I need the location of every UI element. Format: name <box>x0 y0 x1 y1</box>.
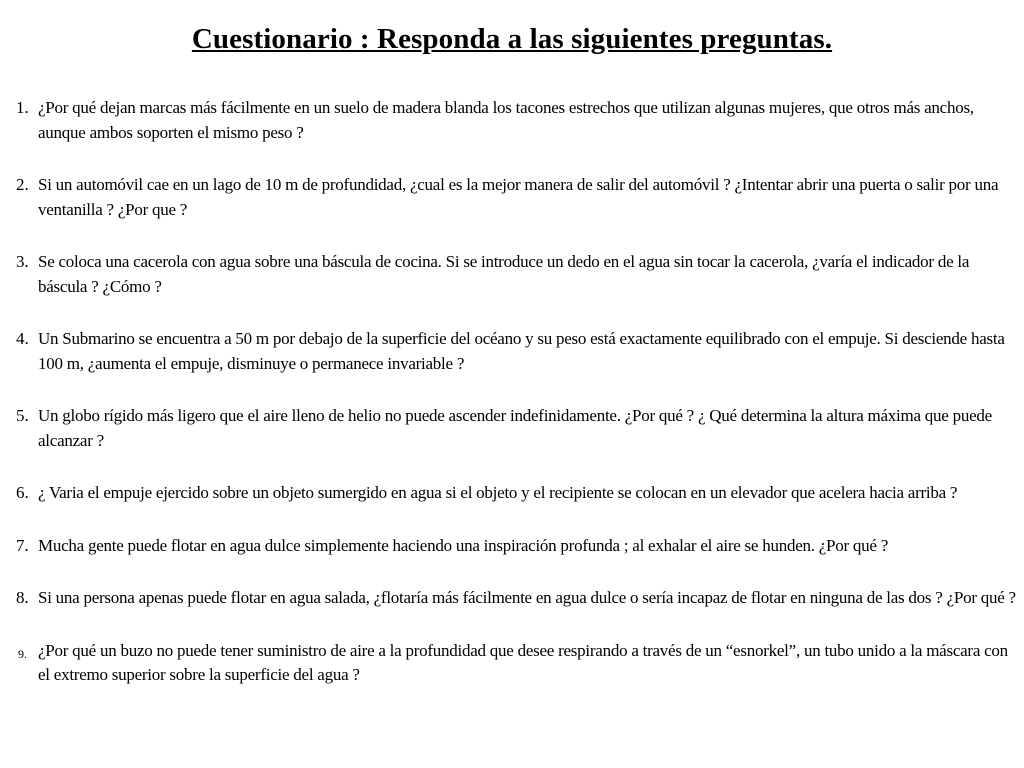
question-text: Se coloca una cacerola con agua sobre una báscula de cocina. Si se introduce un dedo en el agua sin tocar la cacerola, ¿varía el indicador de la báscula ? ¿Cómo ? <box>38 252 970 296</box>
question-item <box>0 327 1024 376</box>
question-item <box>0 534 1024 559</box>
question-text: Un Submarino se encuentra a 50 m por debajo de la superficie del océano y su peso está exactamente equilibrado con el empuje. Si desciende hasta 100 m, ¿aumenta el empuje, disminuye o permanece invariable ? <box>38 329 1005 373</box>
question-item <box>0 404 1024 453</box>
question-text: Si una persona apenas puede flotar en agua salada, ¿flotaría más fácilmente en agua dulce o sería incapaz de flotar en ninguna de las dos ? ¿Por qué ? <box>38 588 1016 607</box>
question-number: 6. <box>16 483 29 502</box>
question-number: 4. <box>16 329 29 348</box>
question-number: 2. <box>16 175 29 194</box>
page-title: Cuestionario : Responda a las siguientes preguntas. <box>191 23 833 55</box>
question-list <box>0 96 1024 716</box>
question-text: Si un automóvil cae en un lago de 10 m de profundidad, ¿cual es la mejor manera de salir del automóvil ? ¿Intentar abrir una puerta o salir por una ventanilla ? ¿Por que ? <box>38 175 999 219</box>
question-text: ¿Por qué un buzo no puede tener suministro de aire a la profundidad que desee respirando a través de un “esnorkel”, un tubo unido a la máscara con el extremo superior sobre la superficie del agua ? <box>38 640 1008 684</box>
question-number: 9. <box>18 646 27 661</box>
question-number: 7. <box>16 535 29 555</box>
question-text: Un globo rígido más ligero que el aire lleno de helio no puede ascender indefinidamente. ¿Por qué ? ¿ Qué determina la altura máxima que puede alcanzar ? <box>38 406 992 450</box>
question-number: 3. <box>16 252 29 271</box>
question-item <box>0 586 1024 611</box>
question-text: ¿ Varia el empuje ejercido sobre un objeto sumergido en agua si el objeto y el recipiente se colocan en un elevador que acelera hacia arriba ? <box>38 483 958 502</box>
question-number: 8. <box>16 588 29 607</box>
question-item <box>0 639 1024 688</box>
question-text: Mucha gente puede flotar en agua dulce simplemente haciendo una inspiración profunda ; al exhalar el aire se hunden. ¿Por qué ? <box>38 535 889 555</box>
question-item <box>0 96 1024 145</box>
question-item <box>0 173 1024 222</box>
question-text: ¿Por qué dejan marcas más fácilmente en un suelo de madera blanda los tacones estrechos que utilizan algunas mujeres, que otros más anchos, aunque ambos soporten el mismo peso ? <box>38 98 974 142</box>
question-item <box>0 481 1024 506</box>
question-item <box>0 250 1024 299</box>
question-number: 1. <box>16 98 29 117</box>
question-number: 5. <box>16 406 29 425</box>
